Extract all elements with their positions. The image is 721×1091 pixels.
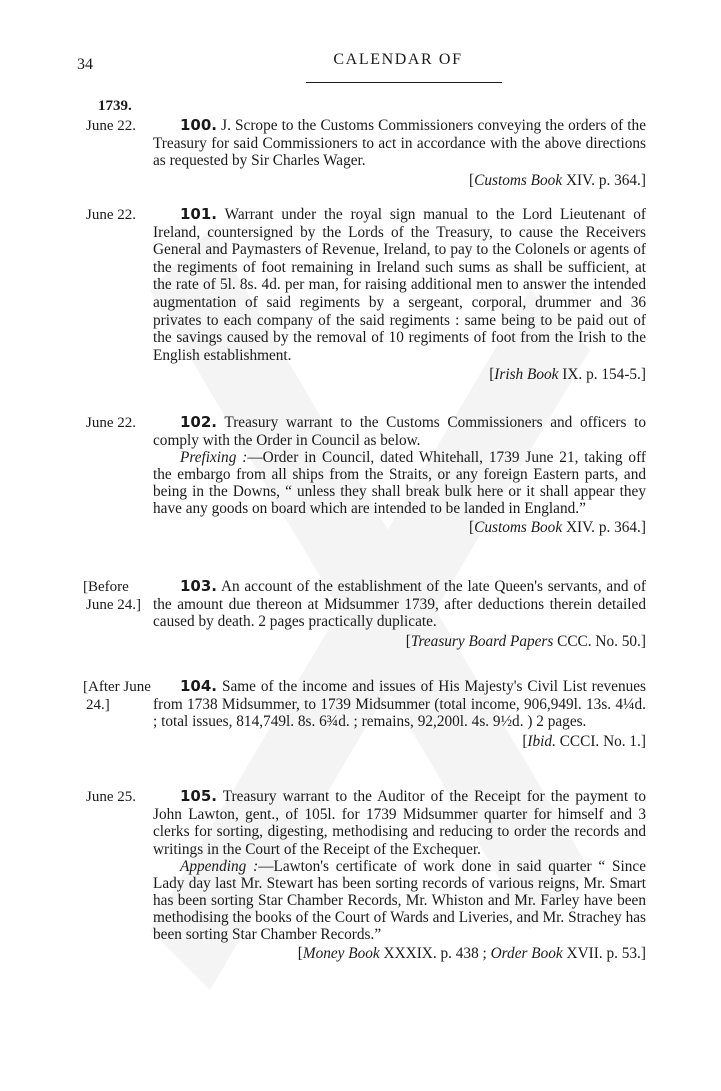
calendar-entry-105 bbox=[86, 788, 646, 963]
calendar-entry-104 bbox=[83, 677, 646, 751]
page-number: 34 bbox=[77, 56, 93, 73]
entry-sub-text: —Lawton's certificate of work done in said quarter “ Since Lady day last Mr. Stewart has been sorting records of various reigns, Mr. Smart has been sorting Star Chamber Records, Mr. Whiston and Mr. Farley have been methodising the books of the Court of Wards and Liveries, and Mr. Strachey has been sorting Star Chamber Records.” bbox=[153, 858, 646, 944]
entry-number: 104. bbox=[180, 677, 218, 695]
entry-text: J. Scrope to the Customs Commissioners conveying the orders of the Treasury for said Commissioners to act in accordance with the above directions as requested by Sir Charles Wager. bbox=[153, 117, 646, 170]
entry-sub-label: Prefixing : bbox=[180, 449, 248, 467]
entry-number: 105. bbox=[180, 787, 218, 805]
year-heading: 1739. bbox=[98, 98, 132, 114]
entry-number: 100. bbox=[180, 116, 218, 134]
entry-citation: [Customs Book XIV. p. 364.] bbox=[469, 171, 646, 189]
entry-date: [After June 24.] bbox=[83, 679, 151, 713]
entry-sub-label: Appending : bbox=[180, 858, 259, 876]
entry-text: Treasury warrant to the Auditor of the Receipt for the payment to John Lawton, gent., of 105l. for 1739 Midsummer quarter for himself and 3 clerks for sorting, digesting, methodising and reducing to order the records and writings in the Court of the Receipt of the Exchequer. bbox=[153, 788, 646, 858]
entry-text: Warrant under the royal sign manual to the Lord Lieutenant of Ireland, countersigned by the Lords of the Treasury, to cause the Receivers General and Paymasters of Revenue, Ireland, to pay to the Colonels or agents of the regiments of foot remaining in Ireland such sums as shall be sufficient, at the rate of 5l. 8s. 4d. per man, for raising additional men to answer the intended augmentation of said regiments by a sergeant, corporal, drummer and 36 privates to each company of the said regiments : same being to be paid out of the savings caused by the removal of 10 regiments of foot from the Irish to the English establishment. bbox=[153, 206, 646, 364]
entry-citation: [Ibid. CCCI. No. 1.] bbox=[522, 732, 646, 750]
running-head: CALENDAR OF bbox=[333, 51, 463, 68]
calendar-entry-101 bbox=[86, 206, 646, 384]
entry-date: June 22. bbox=[86, 207, 136, 223]
entry-text: Treasury warrant to the Customs Commissioners and officers to comply with the Order in Council as below. bbox=[153, 414, 646, 449]
entry-number: 102. bbox=[180, 413, 218, 431]
entry-citation: [Treasury Board Papers CCC. No. 50.] bbox=[405, 632, 646, 650]
entry-sub-text: —Order in Council, dated Whitehall, 1739 June 21, taking off the embargo from all ships from the Straits, or any foreign Eastern parts, and being in the Downs, “ unless they shall break bulk here or it shall appear they have any goods on board which are intended to be landed in England.” bbox=[153, 449, 646, 518]
calendar-entry-103 bbox=[83, 577, 647, 651]
entry-citation: [Irish Book IX. p. 154-5.] bbox=[489, 366, 646, 384]
entry-citation: [Customs Book XIV. p. 364.] bbox=[469, 519, 646, 537]
entry-number: 101. bbox=[180, 205, 218, 223]
entry-number: 103. bbox=[180, 577, 218, 595]
entry-date: [Before June 24.] bbox=[83, 579, 141, 613]
entry-date: June 22. bbox=[86, 415, 136, 431]
calendar-entry-102 bbox=[86, 414, 646, 537]
entry-date: June 25. bbox=[86, 789, 136, 805]
header-rule bbox=[306, 82, 502, 83]
entry-citation: [Money Book XXXIX. p. 438 ; Order Book XVII. p. 53.] bbox=[297, 945, 646, 963]
entry-text: Same of the income and issues of His Majesty's Civil List revenues from 1738 Midsummer, to 1739 Midsummer (total income, 906,949l. 13s. 4¼d. ; total issues, 814,749l. 8s. 6¾d. ; remains, 92,200l. 4s. 9½d. ) 2 pages. bbox=[153, 678, 646, 731]
entry-text: An account of the establishment of the late Queen's servants, and of the amount due thereon at Midsummer 1739, after deductions therein detailed caused by death. 2 pages practically duplicate. bbox=[153, 578, 647, 631]
calendar-entry-100 bbox=[86, 117, 646, 190]
entry-date: June 22. bbox=[86, 118, 136, 134]
